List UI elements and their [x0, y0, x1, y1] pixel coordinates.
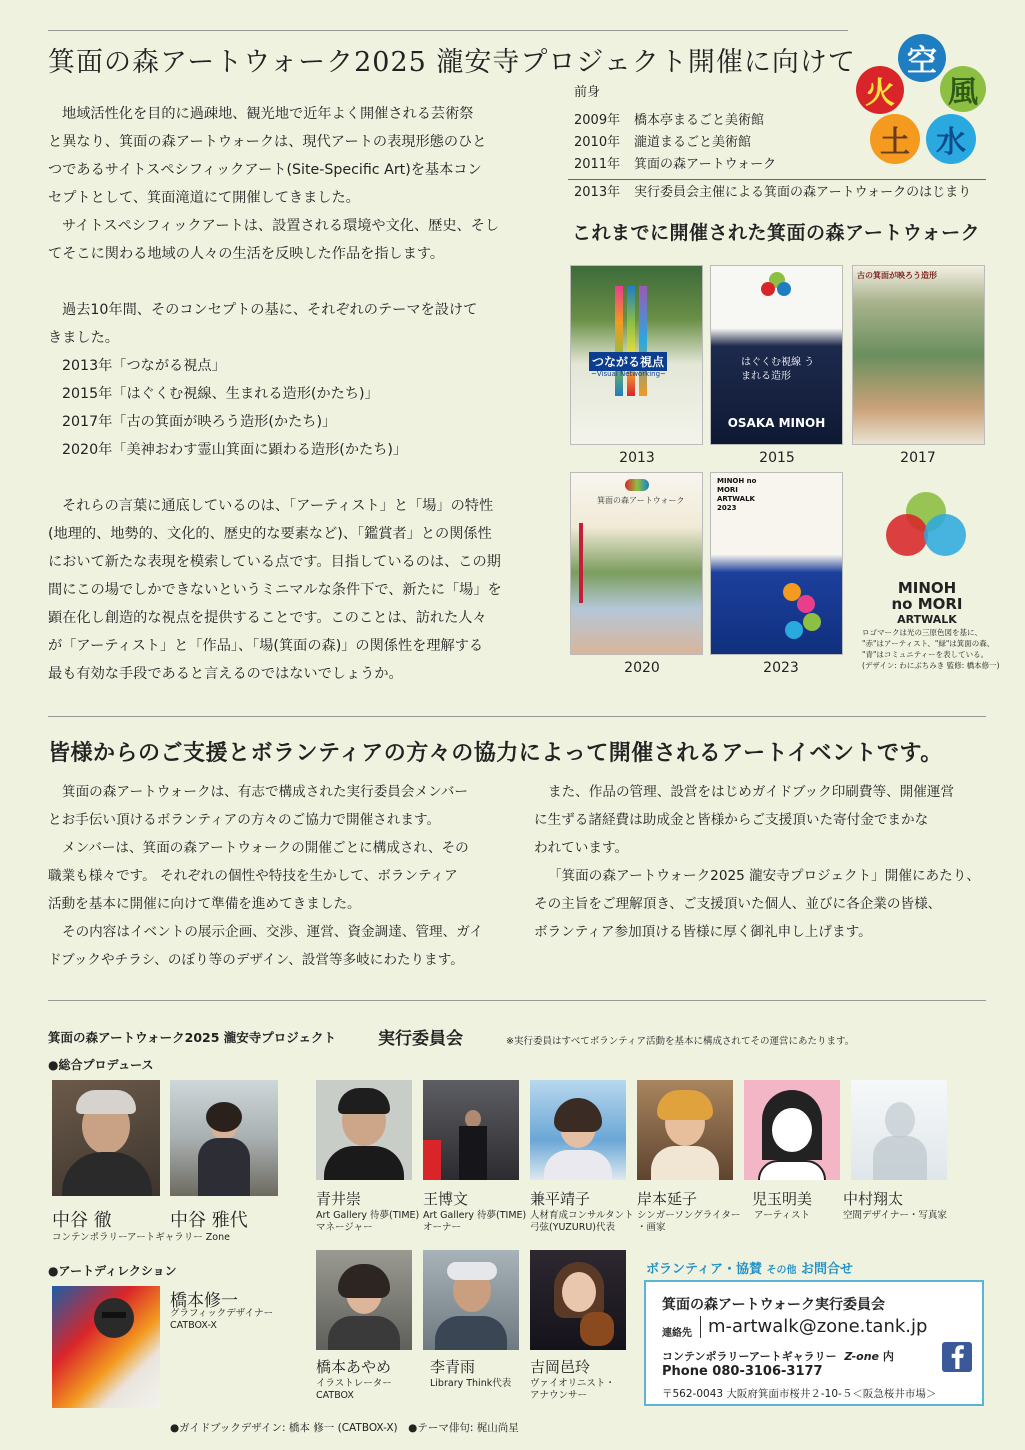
member-role-yoshioka: ヴァイオリニスト・ アナウンサー [530, 1378, 615, 1401]
member-photo-kanehira [530, 1080, 626, 1180]
committee-label: 実行委員会 [378, 1029, 463, 1049]
committee-note: ※実行委員はすべてボランティア活動を基本に構成されてその運営にあたります。 [506, 1036, 855, 1047]
producer-heading: ●総合プロデュース [48, 1058, 154, 1072]
contact-label: 連絡先 [662, 1328, 692, 1339]
member-name-kishimoto: 岸本延子 [637, 1190, 698, 1208]
year-2020: 2020 [624, 660, 660, 676]
member-photo-kodama [744, 1080, 840, 1180]
poster-2013[interactable]: つながる視点 ~Visual Networking~ [570, 265, 703, 445]
member-role-hashimoto-ayame: イラストレーター CATBOX [316, 1378, 392, 1401]
committee-project: 箕面の森アートウォーク2025 瀧安寺プロジェクト [48, 1030, 337, 1045]
contact-address: 〒562-0043 大阪府箕面市桜井２-10-５＜阪急桜井市場＞ [662, 1388, 937, 1400]
logo-caption: ロゴマークは光の三原色図を基に、 "赤"はアーティスト、"緑"は箕面の森、 "青"はコミュニティーを表している。 (デザイン: わにぶちみき 監修: 橋本修一) [862, 628, 1000, 670]
member-name-kanehira: 兼平靖子 [530, 1190, 591, 1208]
logo-sky: 空 [898, 34, 946, 82]
poster-2020[interactable]: 箕面の森アートウォーク [570, 472, 703, 655]
history-row: 2009年 橋本亭まるごと美術館 [574, 113, 765, 128]
year-2013: 2013 [619, 450, 655, 466]
section2-title: 皆様からのご支援とボランティアの方々の協力によって開催されるアートイベントです。 [48, 740, 943, 766]
member-name-kodama: 児玉明美 [752, 1190, 813, 1208]
producer-name-1: 中谷 徹 [52, 1210, 112, 1231]
member-role-kanehira: 人材育成コンサルタント 弓弦(YUZURU)代表 [530, 1210, 634, 1233]
member-name-nakamura: 中村翔太 [843, 1190, 904, 1208]
member-role-kishimoto: シンガーソングライター ・画家 [637, 1210, 741, 1233]
producer-photo-2 [170, 1080, 278, 1196]
member-role-kodama: アーティスト [754, 1210, 810, 1221]
intro-text: 地域活性化を目的に過疎地、観光地で近年よく開催される芸術祭 と異なり、箕面の森アートウォークは、現代アートの表現形態のひと つであるサイトスペシフィックアート(Site-Specific Art)を基本コン セプトとして、箕面滝道にて開催してきました。 サイトスペシフィックアートは、設置される環境や文化、歴史、そし てそこに関わる地域の人々の生活を反映した作品を指します。 過去10年間、そのコンセプトの基に、それぞれのテーマを設けて きました。 2013年「つながる視点」 2015年「はぐくむ視線、生まれる造形(かたち)」 2017年「古の箕面が映ろう造形(かたち)」 2020年「美神おわす霊山箕面に顕わる造形(かたち)」 それらの言葉に通底しているのは、「アーティスト」と「場」の特性 (地理的、地勢的、文化的、歴史的な要素など)、「鑑賞者」との関係性 において新たな表現を模索している点です。目指しているのは、この期 間にこの場でしかできないというミニマルな条件下で、新たに「場」を 顕在化し創造的な視点を提供することです。このことは、訪れた人々 が「アーティスト」と「作品」、「場(箕面の森)」の関係性を理解する 最も有効な手段であると言えるのではないでしょうか。 [48, 106, 502, 682]
year-2017: 2017 [900, 450, 936, 466]
section2-rule [48, 716, 986, 717]
contact-org: 箕面の森アートウォーク実行委員会 [662, 1297, 886, 1313]
five-element-logo [856, 34, 988, 166]
contact-heading: ボランティア・協賛 その他 お問合せ [646, 1262, 854, 1277]
member-photo-kishimoto [637, 1080, 733, 1180]
page-title: 箕面の森アートウォーク2025 瀧安寺プロジェクト開催に向けて [48, 47, 856, 78]
member-name-aoi: 青井崇 [316, 1190, 362, 1208]
year-2023: 2023 [763, 660, 799, 676]
history-list [574, 82, 776, 176]
member-name-yoshioka: 吉岡邑玲 [530, 1358, 591, 1376]
poster-2017[interactable]: 古の箕面が映ろう造形 [852, 265, 985, 445]
art-director-role: グラフィックデザイナー CATBOX-X [170, 1308, 274, 1331]
logo-water: 水 [926, 114, 976, 164]
contact-email[interactable]: m-artwalk@zone.tank.jp [708, 1316, 928, 1337]
art-director-photo [52, 1286, 160, 1408]
logo-fire: 火 [856, 66, 904, 114]
art-director-name: 橋本修一 [170, 1291, 238, 1311]
past-events-heading: これまでに開催された箕面の森アートウォーク [572, 222, 981, 244]
section2-right-text: また、作品の管理、設営をはじめガイドブック印刷費等、開催運営 に生ずる諸経費は助成金と皆様からご支援頂いた寄付金でまかな われています。 「箕面の森アートウォーク2025 瀧安寺プロジェクト」開催にあたり、 その主旨をご理解頂き、ご支援頂いた個人、並びに各企業の皆様、 ボランティア参加頂ける皆様に厚く御礼申し上げます。 [534, 784, 980, 940]
poster-2023[interactable]: MINOH no MORI ARTWALK 2023 [710, 472, 843, 655]
artwalk-logo [886, 492, 968, 572]
member-photo-nakamura [851, 1080, 947, 1180]
member-role-ou: Art Gallery 待夢(TIME) オーナー [423, 1210, 527, 1233]
section2-left-text: 箕面の森アートウォークは、有志で構成された実行委員会メンバー とお手伝い頂けるボランティアの方々のご協力で開催されます。 メンバーは、箕面の森アートウォークの開催ごとに構成され、その 職業も様々です。 それぞれの個性や特技を生かして、ボランティア 活動を基本に開催に向けて準備を進めてきました。 その内容はイベントの展示企画、交渉、運営、資金調達、管理、ガイ ドブックやチラシ、のぼり等のデザイン、設営等多岐にわたります。 [48, 784, 483, 968]
artwalk-logotype: MINOH no MORI ARTWALK [891, 579, 963, 626]
member-photo-ou [423, 1080, 519, 1180]
member-name-hashimoto-ayame: 橋本あやめ [316, 1358, 392, 1376]
year-2015: 2015 [759, 450, 795, 466]
history-row: 2010年 瀧道まるごと美術館 [574, 135, 752, 150]
history-row: 2011年 箕面の森アートウォーク [574, 157, 777, 172]
producer-photo-1 [52, 1080, 160, 1196]
contact-gallery: コンテンポラリーアートギャラリー Z-one 内 [662, 1350, 894, 1363]
member-photo-hashimoto-ayame [316, 1250, 412, 1350]
member-photo-ri [423, 1250, 519, 1350]
logo-earth: 土 [870, 114, 920, 164]
theme-2015: 2015年「はぐくむ視線、生まれる造形(かたち)」 [62, 386, 379, 402]
theme-2020: 2020年「美神おわす霊山箕面に顕わる造形(かたち)」 [62, 442, 408, 458]
member-role-aoi: Art Gallery 待夢(TIME) マネージャー [316, 1210, 420, 1233]
logo-wind: 風 [940, 66, 986, 112]
member-name-ou: 王博文 [423, 1190, 469, 1208]
member-role-ri: Library Think代表 [430, 1378, 512, 1389]
producer-name-2: 中谷 雅代 [170, 1210, 248, 1231]
member-name-ri: 李青雨 [430, 1358, 476, 1376]
theme-2017: 2017年「古の箕面が映ろう造形(かたち)」 [62, 414, 337, 430]
producer-role: コンテンポラリーアートギャラリー Zone [52, 1232, 230, 1243]
history-rule [568, 179, 986, 180]
member-photo-yoshioka [530, 1250, 626, 1350]
member-photo-aoi [316, 1080, 412, 1180]
zone-logo: Z-one [844, 1350, 880, 1363]
contact-box [644, 1280, 984, 1406]
history-heading: 前身 [574, 85, 601, 100]
history-row-2013: 2013年 実行委員会主催による箕面の森アートウォークのはじまり [574, 185, 972, 200]
theme-2013: 2013年「つながる視点」 [62, 358, 226, 374]
committee-rule [48, 1000, 986, 1001]
art-direction-heading: ●アートディレクション [48, 1264, 177, 1278]
member-role-nakamura: 空間デザイナー・写真家 [843, 1210, 947, 1221]
poster-2015[interactable]: はぐくむ視線 うまれる造形 OSAKA MINOH [710, 265, 843, 445]
facebook-icon[interactable] [942, 1342, 972, 1372]
top-rule [48, 30, 848, 31]
contact-phone[interactable]: Phone 080-3106-3177 [662, 1364, 823, 1379]
footer-credits: ●ガイドブックデザイン: 橋本 修一 (CATBOX-X) ●テーマ俳句: 梶山尚星 [170, 1422, 519, 1434]
